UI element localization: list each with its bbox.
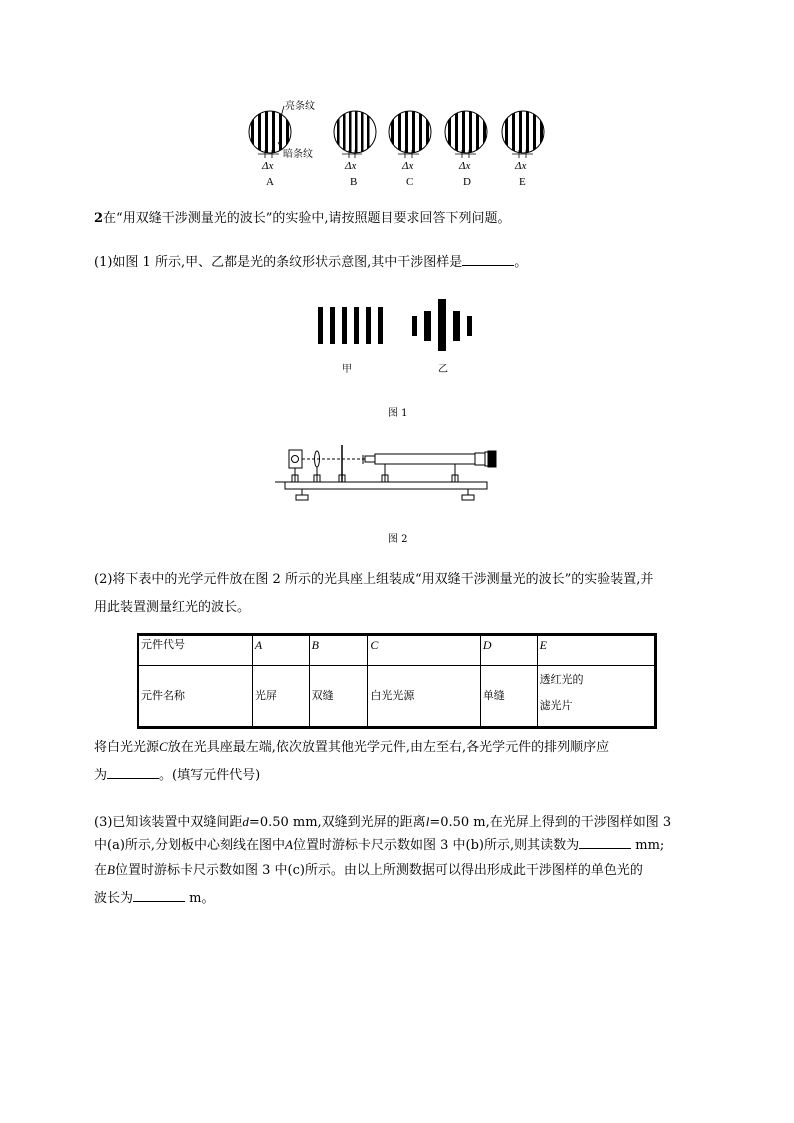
option-letter-d: D [463,176,471,188]
answer-blank-4[interactable] [133,889,185,902]
table-row [138,666,656,728]
question-2-part-3-line-1: (3)已知该装置中双缝间距d=0.50 mm,双缝到光屏的距离l=0.50 m,在光屏上得到的干涉图样如图 3 [94,814,672,830]
table-cell: 双缝 [309,666,368,728]
delta-x-label-c: Δx [402,160,414,172]
pattern-jia [318,307,383,344]
delta-x-label-e: Δx [515,160,527,172]
table-cell: C [368,635,480,666]
question-2-part-3-line-4: 波长为 m。 [94,891,215,906]
bright-fringe-label: 亮条纹 [285,101,315,112]
figure-1 [310,296,490,354]
figure-2-optical-bench [275,442,515,504]
fringe-circle-c [391,107,429,157]
measuring-tube [375,454,475,464]
pattern-yi [412,299,472,351]
question-2-part-2-line-4: 为 。(填写元件代号) [94,768,261,783]
answer-blank-2[interactable] [107,766,159,779]
bench-rail [285,482,487,489]
question-2-part-2-line-1: (2)将下表中的光学元件放在图 2 所示的光具座上组装成“用双缝干涉测量光的波长”的实验装置,并 [94,572,654,587]
option-letter-a: A [266,176,274,188]
option-letter-c: C [406,176,414,188]
question-2-intro: 2在“用双缝干涉测量光的波长”的实验中,请按照题目要求回答下列问题。 [94,211,511,226]
delta-x-label-d: Δx [459,160,471,172]
table-cell: E [537,635,655,666]
table-cell: 元件名称 [138,666,252,728]
figure-2-caption: 图 2 [388,534,408,545]
question-number: 2 [94,211,104,226]
figure-1-label-yi: 乙 [438,364,448,375]
optical-components-table [137,633,657,729]
answer-blank-3[interactable] [579,836,631,849]
table-cell: A [252,635,309,666]
table-cell: 透红光的 滤光片 [537,666,655,728]
dark-fringe-label: 暗条纹 [283,149,313,160]
question-2-part-3-line-2: 中(a)所示,分划板中心刻线在图中A位置时游标卡尺示数如图 3 中(b)所示,则其读数为 mm; [94,837,665,853]
answer-blank-1[interactable] [462,253,514,266]
question-2-part-3-line-3: 在B位置时游标卡尺示数如图 3 中(c)所示。由以上所测数据可以得出形成此干涉图样的单色光的 [94,862,643,878]
question-2-part-2-line-3: 将白光光源C放在光具座最左端,依次放置其他光学元件,由左至右,各光学元件的排列顺序应 [94,739,610,755]
figure-1-caption: 图 1 [388,408,408,419]
table-cell: 光屏 [252,666,309,728]
option-letter-e: E [519,176,526,188]
table-cell: D [480,635,537,666]
delta-x-label-b: Δx [345,160,357,172]
table-cell: B [309,635,368,666]
table-cell: 单缝 [480,666,537,728]
fringe-circle-b [337,107,370,157]
figure-1-label-jia: 甲 [342,364,352,375]
light-source-box [289,450,302,468]
question-2-part-2-line-2: 用此装置测量红光的波长。 [94,600,251,615]
delta-x-label-a: Δx [262,160,274,172]
option-letter-b: B [350,176,358,188]
question-2-part-1: (1)如图 1 所示,甲、乙都是光的条纹形状示意图,其中干涉图样是 。 [94,255,528,270]
table-row [138,635,656,666]
table-cell: 元件代号 [138,635,252,666]
table-cell: 白光光源 [368,666,480,728]
